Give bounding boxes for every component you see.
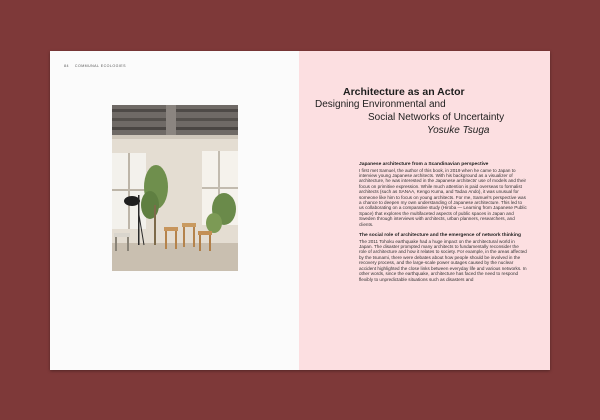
running-head	[64, 64, 126, 68]
section-heading: The social role of architecture and the emergence of network thinking	[359, 233, 521, 239]
article-subtitle-line2: Social Networks of Uncertainty	[368, 112, 505, 123]
interior-photo	[112, 105, 238, 271]
article-subtitle-line1: Designing Environmental and	[315, 99, 446, 110]
article-author: Yosuke Tsuga	[427, 125, 490, 136]
section-heading: Japanese architecture from a Scandinavian perspective	[359, 162, 489, 167]
page-number: 84	[64, 64, 69, 68]
section-paragraph: I first met Samuel, the author of this book, in 2019 when he came to Japan to interview young Japanese architects. With his background as a visualizer of architecture, he was interested in the Japanese architects’ use of models and their focus on primitive expression. While much attention is paid overseas to formalist architects (such as SANAA, Kengo Kuma, and Tadao Ando), it was unusual for someone like him to focus on young architects. For me, Samuel’s perspective was a chance to deepen my own understanding of Japanese architecture. This led to us collaborating on a comparative study (Hiroba — Learning from Japanese Public Space) that explores the multifaceted aspects of public spaces in Japan and Sweden through interviews with architects, urban planners, researchers, and clients.	[359, 167, 527, 227]
article-title: Architecture as an Actor	[343, 86, 465, 98]
section-paragraph: The 2011 Tohoku earthquake had a huge impact on the architectural world in Japan. The disaster prompted many architects to fundamentally reconsider the role of architecture and how it relates to society. For example, in the areas affected by the tsunami, there were debates about how people should be involved in the recovery process, and the large-scale power outages caused by the nuclear accident highlighted the close links between everyday life and various networks. In other words, since the earthquake, architecture has faced the need to respond flexibly to unpredictable situations such as disasters and	[359, 238, 527, 282]
article-body	[359, 162, 527, 282]
running-head-title: COMMUNAL ECOLOGIES	[74, 64, 127, 68]
